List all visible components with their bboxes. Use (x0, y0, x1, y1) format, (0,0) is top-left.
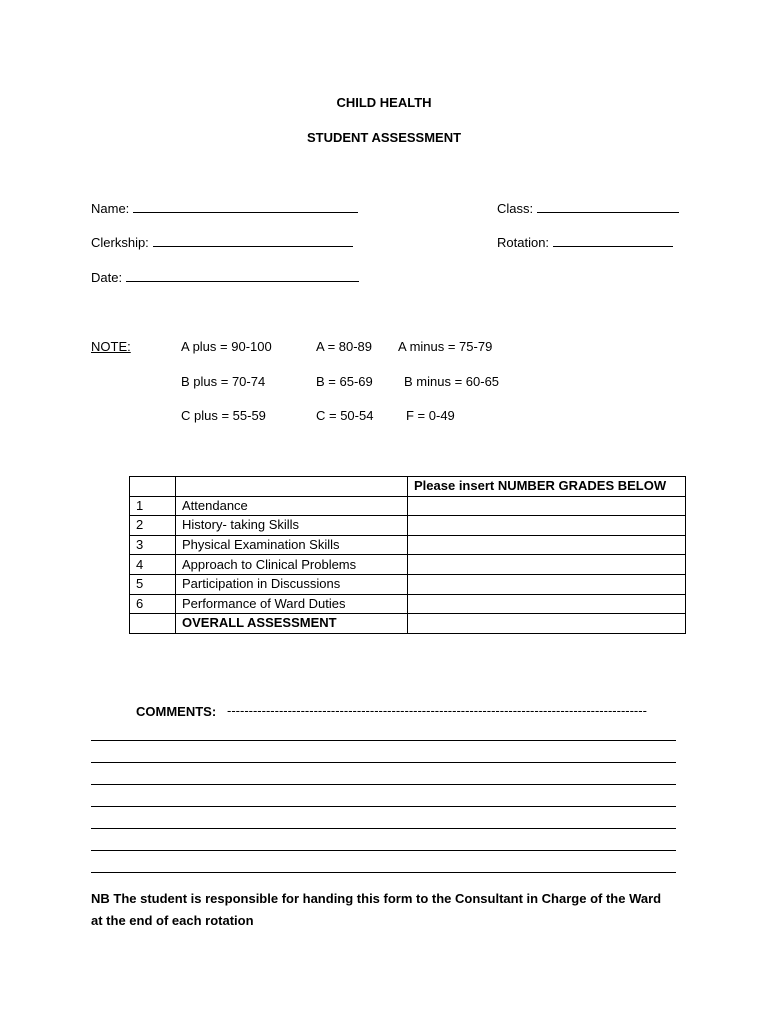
grade-scale-entry: A minus = 75-79 (398, 339, 493, 354)
grade-scale-entry: A plus = 90-100 (181, 339, 272, 354)
grade-cell[interactable] (408, 574, 686, 594)
row-number: 4 (130, 555, 176, 575)
rotation-label: Rotation: (497, 235, 550, 250)
grade-cell[interactable] (408, 594, 686, 614)
criterion-label: Participation in Discussions (176, 574, 408, 594)
date-blank[interactable] (126, 269, 359, 282)
table-header-row (130, 477, 686, 497)
name-label: Name: (91, 201, 130, 216)
grades-table (129, 476, 686, 634)
grade-cell[interactable] (408, 516, 686, 536)
grade-scale-entry: A = 80-89 (316, 339, 373, 354)
row-number: 3 (130, 535, 176, 555)
number-grades-header: Please insert NUMBER GRADES BELOW (408, 477, 686, 497)
grade-scale-entry: F = 0-49 (406, 408, 455, 423)
grade-scale-entry: C plus = 55-59 (181, 408, 266, 423)
rotation-field[interactable] (497, 234, 673, 251)
comment-line[interactable] (91, 850, 676, 851)
overall-grade-cell[interactable] (408, 614, 686, 634)
table-row (130, 535, 686, 555)
comment-line[interactable] (91, 762, 676, 763)
comment-line[interactable] (91, 740, 676, 741)
comment-line[interactable] (91, 784, 676, 785)
grade-scale-entry: B plus = 70-74 (181, 374, 266, 389)
overall-row (130, 614, 686, 634)
row-number: 2 (130, 516, 176, 536)
criterion-label: Performance of Ward Duties (176, 594, 408, 614)
name-field[interactable] (91, 200, 358, 217)
header-cell (176, 477, 408, 497)
clerkship-field[interactable] (91, 234, 353, 251)
table-row (130, 555, 686, 575)
grade-cell[interactable] (408, 496, 686, 516)
class-blank[interactable] (537, 200, 679, 213)
nb-note-line-2: at the end of each rotation (91, 913, 254, 928)
grade-cell[interactable] (408, 555, 686, 575)
name-blank[interactable] (133, 200, 358, 213)
table-row (130, 574, 686, 594)
criterion-label: Approach to Clinical Problems (176, 555, 408, 575)
grade-cell[interactable] (408, 535, 686, 555)
page-title: CHILD HEALTH (336, 95, 432, 110)
nb-note-line-1: NB The student is responsible for handing this form to the Consultant in Charge of the Ward (91, 891, 662, 906)
note-label: NOTE: (91, 339, 131, 354)
comment-line[interactable] (91, 828, 676, 829)
criterion-label: Attendance (176, 496, 408, 516)
criterion-label: History- taking Skills (176, 516, 408, 536)
grade-scale-entry: B = 65-69 (316, 374, 373, 389)
grade-scale-entry: B minus = 60-65 (404, 374, 500, 389)
clerkship-label: Clerkship: (91, 235, 149, 250)
class-label: Class: (497, 201, 534, 216)
row-number: 1 (130, 496, 176, 516)
class-field[interactable] (497, 200, 679, 217)
rotation-blank[interactable] (553, 234, 673, 247)
criterion-label: Physical Examination Skills (176, 535, 408, 555)
row-number: 5 (130, 574, 176, 594)
grade-scale-entry: C = 50-54 (316, 408, 374, 423)
clerkship-blank[interactable] (153, 234, 353, 247)
overall-assessment-label: OVERALL ASSESSMENT (176, 614, 408, 634)
row-number (130, 614, 176, 634)
table-row (130, 496, 686, 516)
table-row (130, 516, 686, 536)
date-field[interactable] (91, 269, 359, 286)
comment-line[interactable] (91, 872, 676, 873)
page-subtitle: STUDENT ASSESSMENT (306, 130, 462, 145)
header-cell (130, 477, 176, 497)
date-label: Date: (91, 270, 123, 285)
comment-line[interactable] (91, 806, 676, 807)
comments-dashes: ------------------------------------------------------------------------------------------------- (227, 703, 647, 718)
row-number: 6 (130, 594, 176, 614)
table-row (130, 594, 686, 614)
comments-label: COMMENTS: (136, 704, 217, 719)
